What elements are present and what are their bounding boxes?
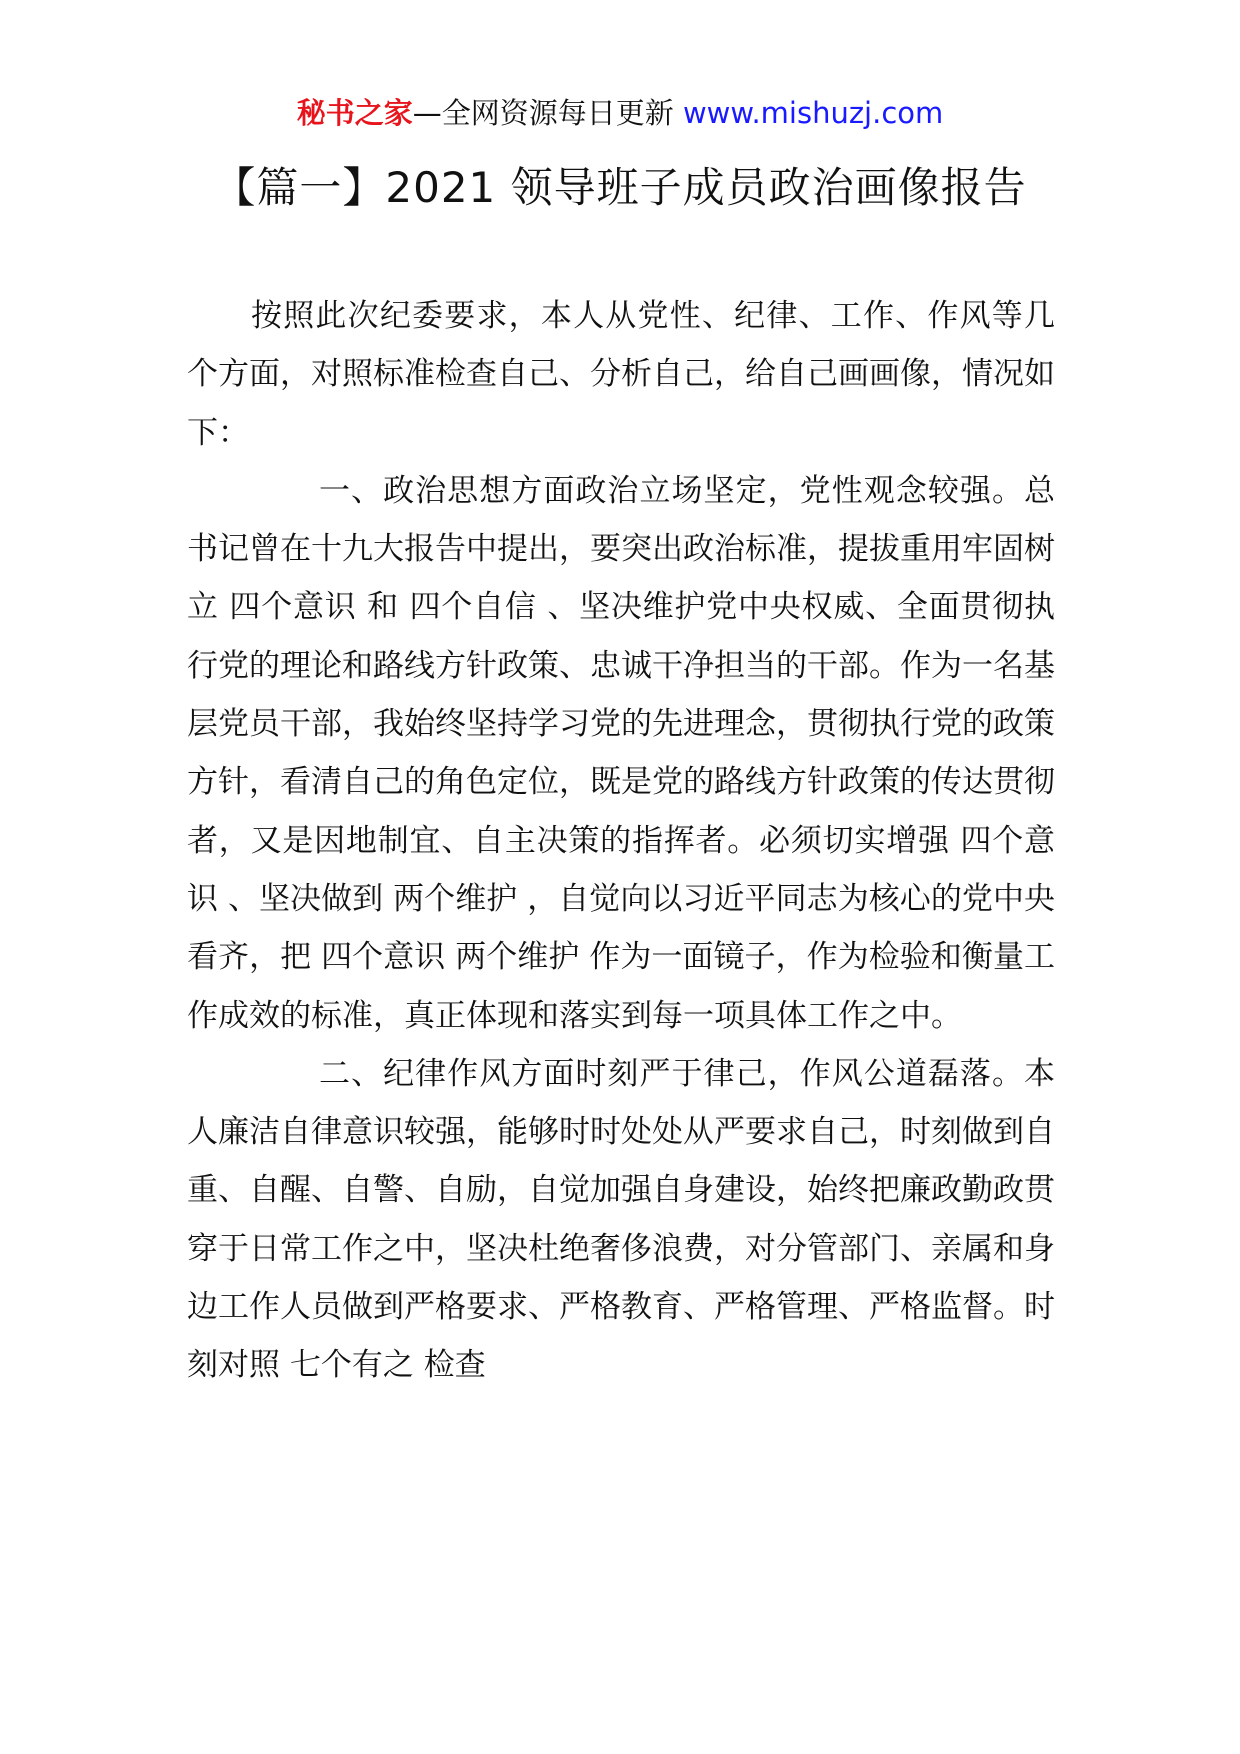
site-tagline: —全网资源每日更新 xyxy=(412,96,683,130)
intro-paragraph: 按照此次纪委要求，本人从党性、纪律、工作、作风等几个方面，对照标准检查自己、分析自己，给自己画画像，情况如下： xyxy=(187,298,1055,451)
site-url-link[interactable]: www.mishuzj.com xyxy=(682,96,944,130)
document-body xyxy=(187,287,1055,1395)
document-title: 【篇一】2021 领导班子成员政治画像报告 xyxy=(213,163,1027,212)
section-one-paragraph: 一、政治思想方面政治立场坚定，党性观念较强。总书记曾在十九大报告中提出，要突出政治标准，提拔重用牢固树立 四个意识 和 四个自信 、坚决维护党中央权威、全面贯彻执行党的理论和路线方针政策、忠诚干净担当的干部。作为一名基层党员干部，我始终坚持学习党的先进理念，贯彻执行党的政策方针，看清自己的角色定位，既是党的路线方针政策的传达贯彻者，又是因地制宜、自主决策的指挥者。必须切实增强 四个意识 、坚决做到 两个维护 ，自觉向以习近平同志为核心的党中央看齐，把 四个意识 两个维护 作为一面镜子，作为检验和衡量工作成效的标准，真正体现和落实到每一项具体工作之中。 xyxy=(187,472,1055,1034)
section-two-paragraph: 二、纪律作风方面时刻严于律己，作风公道磊落。本人廉洁自律意识较强，能够时时处处从严要求自己，时刻做到自重、自醒、自警、自励，自觉加强自身建设，始终把廉政勤政贯穿于日常工作之中，坚决杜绝奢侈浪费，对分管部门、亲属和身边工作人员做到严格要求、严格教育、严格管理、严格监督。时刻对照 七个有之 检查 xyxy=(187,1055,1055,1384)
site-header xyxy=(0,93,1240,133)
site-brand: 秘书之家 xyxy=(296,96,413,130)
